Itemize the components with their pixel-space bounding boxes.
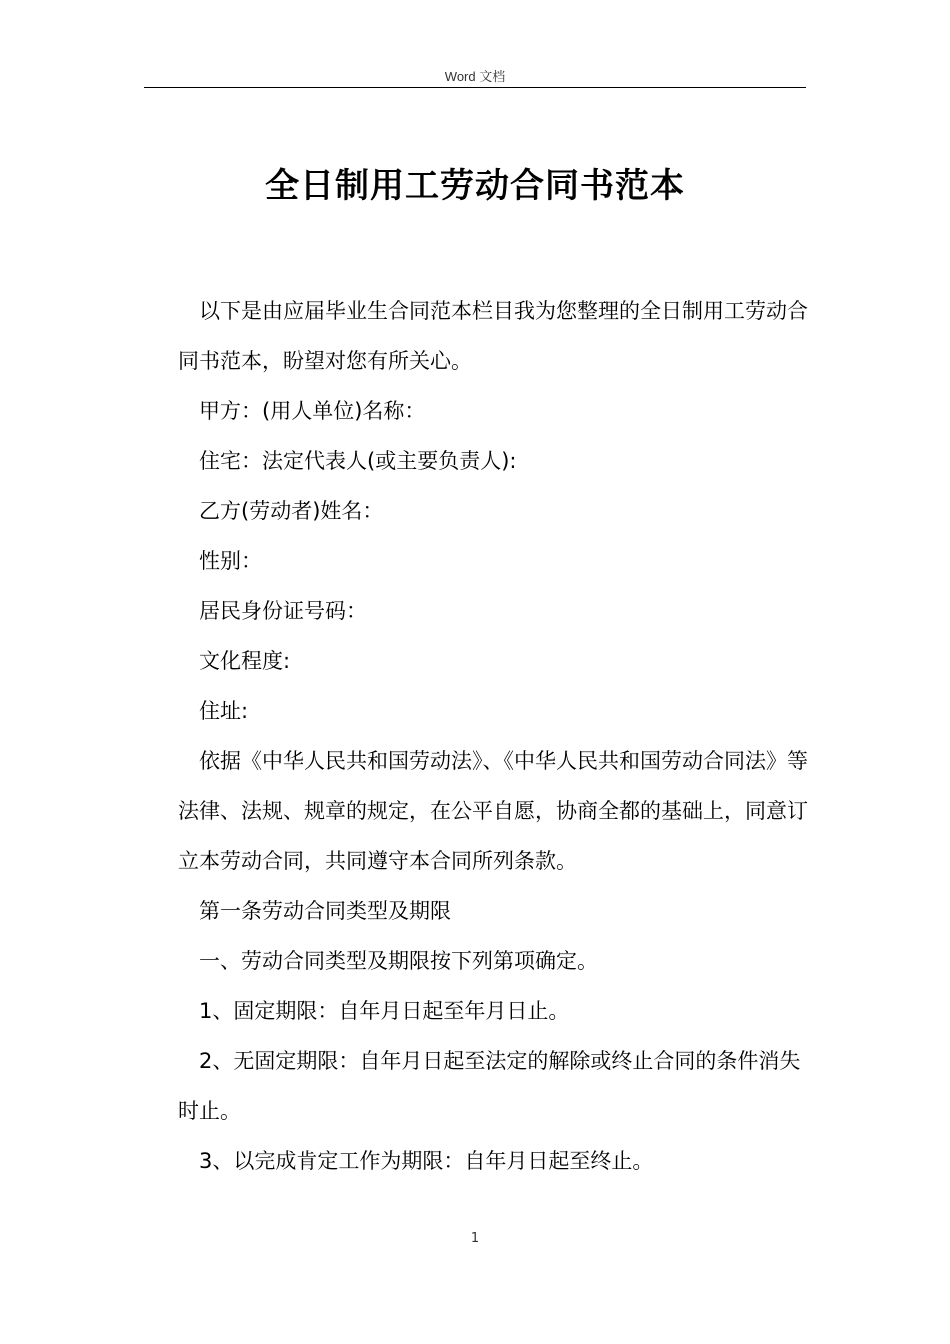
paragraph-contract-type: 一、劳动合同类型及期限按下列第项确定。 [199,949,598,973]
paragraph-id-number: 居民身份证号码： [199,599,367,623]
paragraph-party-a-name: 甲方：(用人单位)名称： [199,399,426,423]
paragraph-party-b-name: 乙方(劳动者)姓名： [199,499,384,523]
header-divider [144,87,806,88]
paragraph-gender: 性别： [199,549,262,573]
paragraph-task-term: 3、以完成肯定工作为期限：自年月日起至终止。 [199,1149,654,1173]
paragraph-party-a-address: 住宅：法定代表人(或主要负责人): [199,449,517,473]
paragraph-fixed-term: 1、固定期限：自年月日起至年月日止。 [199,999,570,1023]
document-body [178,286,808,1186]
page-number: 1 [470,1231,480,1246]
page-header: Word 文档 [444,69,506,84]
paragraph-education: 文化程度: [199,649,291,673]
document-title: 全日制用工劳动合同书范本 [265,166,685,206]
paragraph-address: 住址: [199,699,249,723]
paragraph-intro: 以下是由应届毕业生合同范本栏目我为您整理的全日制用工劳动合同书范本，盼望对您有所关心。 [178,299,808,373]
paragraph-legal-basis: 依据《中华人民共和国劳动法》、《中华人民共和国劳动合同法》等法律、法规、规章的规定，在公平自愿，协商全都的基础上，同意订立本劳动合同，共同遵守本合同所列条款。 [178,749,808,873]
paragraph-article-1: 第一条劳动合同类型及期限 [199,899,451,923]
paragraph-open-term: 2、无固定期限：自年月日起至法定的解除或终止合同的条件消失时止。 [178,1049,801,1123]
